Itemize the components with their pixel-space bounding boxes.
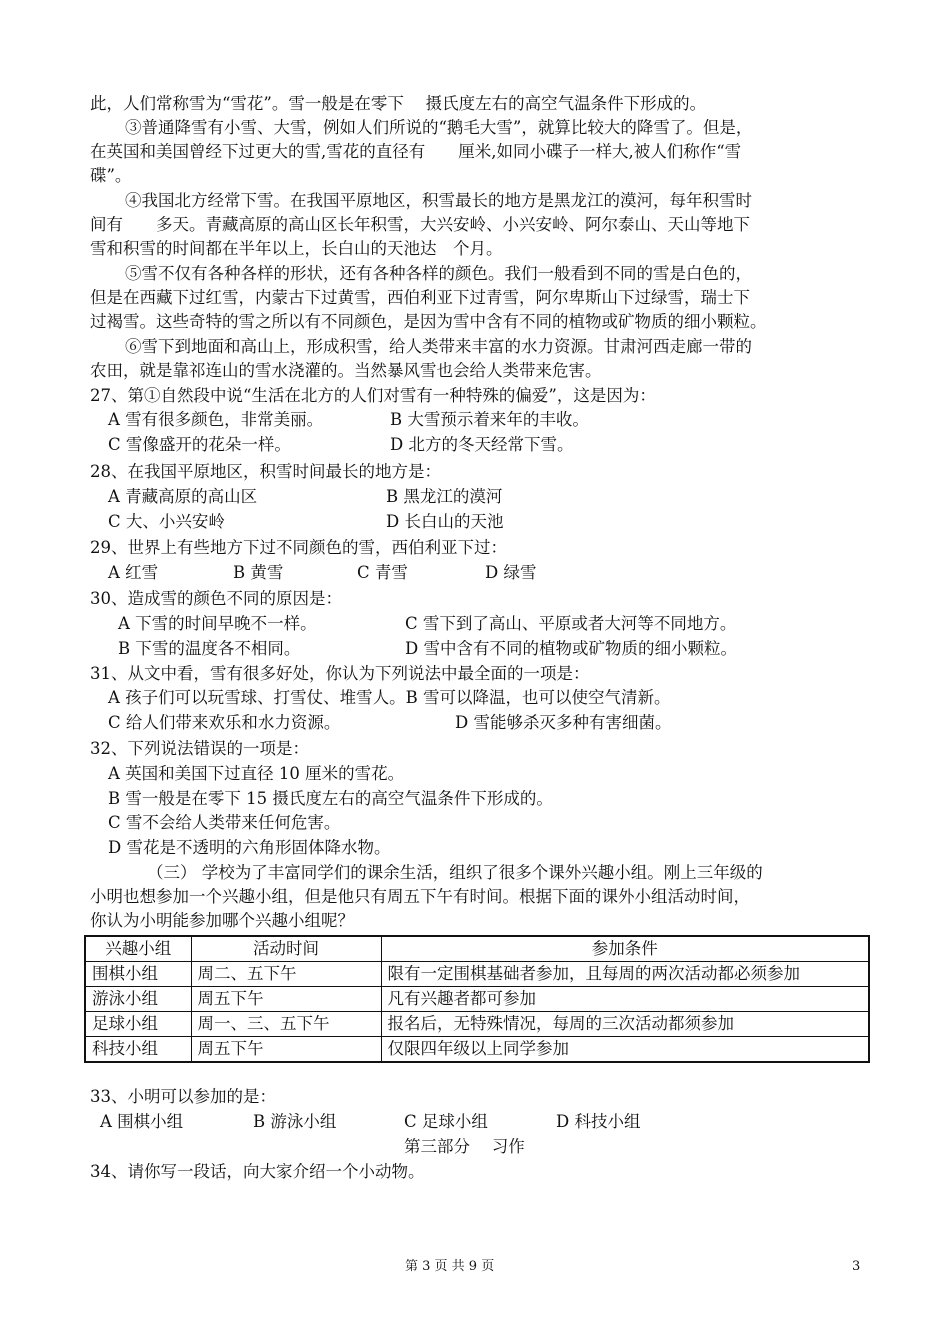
- table-header-cell: 活动时间: [191, 936, 381, 962]
- question-31-option-c: C 给人们带来欢乐和水力资源。: [108, 713, 341, 732]
- passage-line: 过褐雪。这些奇特的雪之所以有不同颜色，是因为雪中含有不同的植物或矿物质的细小颗粒。: [90, 312, 767, 331]
- question-31-stem: 31、从文中看，雪有很多好处，你认为下列说法中最全面的一项是：: [90, 664, 590, 683]
- question-29-option-b: B 黄雪: [233, 563, 284, 582]
- question-28-option-c: C 大、小兴安岭: [108, 512, 225, 531]
- table-cell: 周五下午: [191, 1037, 381, 1063]
- question-29-option-d: D 绿雪: [485, 563, 537, 582]
- question-30-option-c: C 雪下到了高山、平原或者大河等不同地方。: [405, 614, 737, 633]
- question-33-option-d: D 科技小组: [556, 1112, 641, 1131]
- passage-line: 但是在西藏下过红雪，内蒙古下过黄雪，西伯利亚下过青雪，阿尔卑斯山下过绿雪，瑞士下: [90, 288, 750, 307]
- table-cell: 科技小组: [85, 1037, 191, 1063]
- question-28-stem: 28、在我国平原地区，积雪时间最长的地方是：: [90, 462, 441, 481]
- part-3-heading: 第三部分 习作: [404, 1137, 525, 1156]
- question-33-option-c: C 足球小组: [404, 1112, 488, 1131]
- question-33-stem: 33、小明可以参加的是：: [90, 1087, 276, 1106]
- table-header-cell: 参加条件: [381, 936, 869, 962]
- table-header-row: [85, 936, 869, 962]
- question-32-option-c: C 雪不会给人类带来任何危害。: [108, 813, 341, 832]
- question-32-option-b: B 雪一般是在零下 15 摄氏度左右的高空气温条件下形成的。: [108, 789, 553, 808]
- table-cell: 围棋小组: [85, 962, 191, 987]
- table-cell: 周五下午: [191, 987, 381, 1012]
- question-27-option-c: C 雪像盛开的花朵一样。: [108, 435, 291, 454]
- section-3-intro: （三） 学校为了丰富同学们的课余生活，组织了很多个课外兴趣小组。刚上三年级的: [147, 863, 763, 882]
- question-27-stem: 27、第①自然段中说“生活在北方的人们对雪有一种特殊的偏爱”，这是因为：: [90, 386, 656, 405]
- page-number: 3: [852, 1259, 861, 1274]
- passage-paragraph-6: ⑥雪下到地面和高山上，形成积雪，给人类带来丰富的水力资源。甘肃河西走廊一带的: [125, 337, 752, 356]
- table-cell: 仅限四年级以上同学参加: [381, 1037, 869, 1063]
- passage-line: 雪和积雪的时间都在半年以上，长白山的天池达 个月。: [90, 239, 503, 258]
- question-27-option-a: A 雪有很多颜色，非常美丽。: [108, 410, 324, 429]
- table-cell: 限有一定围棋基础者参加，且每周的两次活动都必须参加: [381, 962, 869, 987]
- table-row: [85, 987, 869, 1012]
- table-cell: 凡有兴趣者都可参加: [381, 987, 869, 1012]
- passage-line: 在英国和美国曾经下过更大的雪,雪花的直径有 厘米,如同小碟子一样大,被人们称作“雪: [90, 142, 742, 161]
- table-cell: 游泳小组: [85, 987, 191, 1012]
- question-30-option-a: A 下雪的时间早晚不一样。: [118, 614, 317, 633]
- question-31-options-a-b: A 孩子们可以玩雪球、打雪仗、堆雪人。B 雪可以降温，也可以使空气清新。: [108, 688, 671, 707]
- question-32-option-a: A 英国和美国下过直径 10 厘米的雪花。: [108, 764, 405, 783]
- question-33-option-a: A 围棋小组: [100, 1112, 184, 1131]
- passage-paragraph-4: ④我国北方经常下雪。在我国平原地区，积雪最长的地方是黑龙江的漠河，每年积雪时: [125, 191, 752, 210]
- question-34-stem: 34、请你写一段话，向大家介绍一个小动物。: [90, 1162, 425, 1181]
- page-footer: 第 3 页 共 9 页: [405, 1259, 495, 1274]
- question-30-stem: 30、造成雪的颜色不同的原因是：: [90, 589, 342, 608]
- question-27-option-d: D 北方的冬天经常下雪。: [390, 435, 574, 454]
- table-cell: 足球小组: [85, 1012, 191, 1037]
- question-30-option-b: B 下雪的温度各不相同。: [118, 639, 301, 658]
- table-header-cell: 兴趣小组: [85, 936, 191, 962]
- question-32-stem: 32、下列说法错误的一项是：: [90, 739, 309, 758]
- question-32-option-d: D 雪花是不透明的六角形固体降水物。: [108, 838, 391, 857]
- table-row: [85, 962, 869, 987]
- question-28-option-d: D 长白山的天池: [386, 512, 504, 531]
- passage-line: 碟”。: [90, 166, 132, 185]
- table-cell: 周一、三、五下午: [191, 1012, 381, 1037]
- question-28-option-b: B 黑龙江的漠河: [386, 487, 503, 506]
- passage-line: 农田，就是靠祁连山的雪水浇灌的。当然暴风雪也会给人类带来危害。: [90, 361, 602, 380]
- question-28-option-a: A 青藏高原的高山区: [108, 487, 258, 506]
- passage-line: 间有 多天。青藏高原的高山区长年积雪，大兴安岭、小兴安岭、阿尔泰山、天山等地下: [90, 215, 750, 234]
- question-29-option-a: A 红雪: [108, 563, 159, 582]
- question-27-option-b: B 大雪预示着来年的丰收。: [390, 410, 589, 429]
- table-row: [85, 1037, 869, 1063]
- passage-line: 此，人们常称雪为“雪花”。雪一般是在零下 摄氏度左右的高空气温条件下形成的。: [90, 94, 707, 113]
- passage-paragraph-5: ⑤雪不仅有各种各样的形状，还有各种各样的颜色。我们一般看到不同的雪是白色的，: [125, 264, 752, 283]
- passage-paragraph-3: ③普通降雪有小雪、大雪，例如人们所说的“鹅毛大雪”，就算比较大的降雪了。但是，: [125, 118, 753, 137]
- table-row: [85, 1012, 869, 1037]
- question-30-option-d: D 雪中含有不同的植物或矿物质的细小颗粒。: [405, 639, 737, 658]
- interest-group-table: [84, 935, 870, 1063]
- question-29-stem: 29、世界上有些地方下过不同颜色的雪，西伯利亚下过：: [90, 538, 507, 557]
- question-31-option-d: D 雪能够杀灭多种有害细菌。: [455, 713, 672, 732]
- question-33-option-b: B 游泳小组: [253, 1112, 337, 1131]
- section-3-intro-line: 你认为小明能参加哪个兴趣小组呢？: [90, 911, 354, 930]
- table-cell: 报名后，无特殊情况，每周的三次活动都须参加: [381, 1012, 869, 1037]
- section-3-intro-line: 小明也想参加一个兴趣小组，但是他只有周五下午有时间。根据下面的课外小组活动时间，: [90, 887, 750, 906]
- question-29-option-c: C 青雪: [357, 563, 408, 582]
- table-cell: 周二、五下午: [191, 962, 381, 987]
